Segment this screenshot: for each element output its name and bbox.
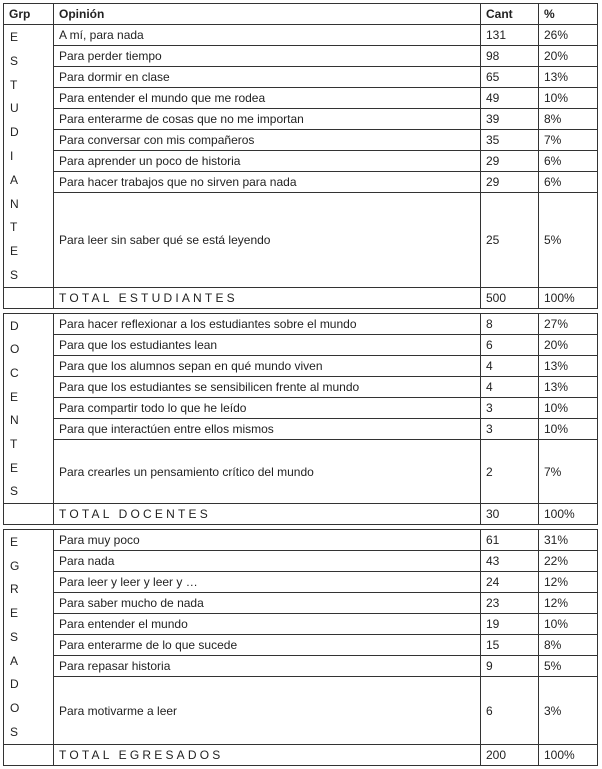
opinion-cell: Para que los alumnos sepan en qué mundo viven <box>54 356 481 377</box>
cant-cell: 23 <box>481 593 539 614</box>
cant-cell: 3 <box>481 398 539 419</box>
pct-cell: 5% <box>539 193 598 288</box>
group-letter: S <box>10 268 19 283</box>
opinion-cell: Para motivarme a leer <box>54 677 481 745</box>
table-row <box>4 67 598 88</box>
table-row <box>4 335 598 356</box>
opinion-table <box>3 3 597 766</box>
table-row <box>4 314 598 335</box>
pct-cell: 10% <box>539 398 598 419</box>
group-letter: I <box>10 148 14 163</box>
cant-cell: 29 <box>481 172 539 193</box>
total-row <box>4 504 598 525</box>
group-letter: N <box>10 196 19 211</box>
empty-cell <box>4 745 54 766</box>
cant-cell: 6 <box>481 335 539 356</box>
cant-cell: 39 <box>481 109 539 130</box>
pct-cell: 20% <box>539 46 598 67</box>
pct-cell: 8% <box>539 635 598 656</box>
table-row <box>4 172 598 193</box>
cant-cell: 9 <box>481 656 539 677</box>
pct-cell: 10% <box>539 614 598 635</box>
group-letter: C <box>10 366 19 381</box>
pct-cell: 12% <box>539 593 598 614</box>
empty-cell <box>4 288 54 309</box>
cant-cell: 4 <box>481 356 539 377</box>
group-letter: S <box>10 484 19 499</box>
total-cant: 200 <box>481 745 539 766</box>
group-letter: T <box>10 77 18 92</box>
table-row <box>4 109 598 130</box>
group-letter: N <box>10 413 19 428</box>
opinion-cell: Para conversar con mis compañeros <box>54 130 481 151</box>
pct-cell: 6% <box>539 172 598 193</box>
pct-cell: 13% <box>539 67 598 88</box>
group-letter: D <box>10 125 19 140</box>
opinion-cell: Para nada <box>54 551 481 572</box>
pct-cell: 22% <box>539 551 598 572</box>
cant-cell: 61 <box>481 530 539 551</box>
grp-header: Grp <box>4 4 54 25</box>
opinion-cell: Para aprender un poco de historia <box>54 151 481 172</box>
total-row <box>4 745 598 766</box>
group-letter: D <box>10 677 19 692</box>
pct-cell: 26% <box>539 25 598 46</box>
cant-cell: 131 <box>481 25 539 46</box>
cant-cell: 6 <box>481 677 539 745</box>
pct-cell: 10% <box>539 419 598 440</box>
group-letters <box>4 530 53 744</box>
pct-header: % <box>539 4 598 25</box>
table-row <box>4 130 598 151</box>
total-row <box>4 288 598 309</box>
total-label: TOTAL DOCENTES <box>54 504 481 525</box>
table-row <box>4 614 598 635</box>
cant-cell: 49 <box>481 88 539 109</box>
group-label-cell <box>4 314 54 504</box>
group-letters <box>4 314 53 503</box>
group-letter: O <box>10 342 20 357</box>
group-letter: T <box>10 436 18 451</box>
opinion-cell: Para leer y leer y leer y … <box>54 572 481 593</box>
opinion-header: Opinión <box>54 4 481 25</box>
group-table <box>3 529 598 766</box>
table-row <box>4 593 598 614</box>
table-row <box>4 46 598 67</box>
group-letter: R <box>10 582 19 597</box>
group-label-cell <box>4 25 54 288</box>
opinion-cell: Para hacer trabajos que no sirven para nada <box>54 172 481 193</box>
pct-cell: 10% <box>539 88 598 109</box>
opinion-cell: A mí, para nada <box>54 25 481 46</box>
table-row <box>4 25 598 46</box>
group-letter: A <box>10 653 19 668</box>
table-row <box>4 530 598 551</box>
cant-cell: 65 <box>481 67 539 88</box>
table-row <box>4 677 598 745</box>
total-pct: 100% <box>539 745 598 766</box>
opinion-cell: Para hacer reflexionar a los estudiantes sobre el mundo <box>54 314 481 335</box>
cant-cell: 29 <box>481 151 539 172</box>
pct-cell: 5% <box>539 656 598 677</box>
opinion-cell: Para entender el mundo <box>54 614 481 635</box>
group-letter: S <box>10 629 19 644</box>
opinion-cell: Para crearles un pensamiento crítico del mundo <box>54 440 481 504</box>
opinion-cell: Para que los estudiantes se sensibilicen frente al mundo <box>54 377 481 398</box>
total-pct: 100% <box>539 504 598 525</box>
pct-cell: 8% <box>539 109 598 130</box>
opinion-cell: Para enterarme de cosas que no me importan <box>54 109 481 130</box>
table-row <box>4 635 598 656</box>
pct-cell: 7% <box>539 130 598 151</box>
opinion-cell: Para entender el mundo que me rodea <box>54 88 481 109</box>
group-letter: S <box>10 53 19 68</box>
table-row <box>4 656 598 677</box>
cant-cell: 35 <box>481 130 539 151</box>
cant-cell: 24 <box>481 572 539 593</box>
group-letter: U <box>10 101 19 116</box>
pct-cell: 13% <box>539 377 598 398</box>
group-letter: O <box>10 701 20 716</box>
opinion-cell: Para dormir en clase <box>54 67 481 88</box>
table-row <box>4 356 598 377</box>
group-letter: D <box>10 318 19 333</box>
pct-cell: 12% <box>539 572 598 593</box>
group-letter: G <box>10 558 20 573</box>
cant-cell: 98 <box>481 46 539 67</box>
table-row <box>4 151 598 172</box>
group-letter: T <box>10 220 18 235</box>
cant-cell: 4 <box>481 377 539 398</box>
total-label: TOTAL EGRESADOS <box>54 745 481 766</box>
table-row <box>4 551 598 572</box>
empty-cell <box>4 504 54 525</box>
cant-cell: 19 <box>481 614 539 635</box>
group-letter: A <box>10 172 19 187</box>
table-row <box>4 193 598 288</box>
group-letter: S <box>10 725 19 739</box>
opinion-cell: Para enterarme de lo que sucede <box>54 635 481 656</box>
pct-cell: 20% <box>539 335 598 356</box>
group-table <box>3 313 598 525</box>
table-row <box>4 398 598 419</box>
cant-cell: 25 <box>481 193 539 288</box>
cant-cell: 3 <box>481 419 539 440</box>
cant-cell: 8 <box>481 314 539 335</box>
opinion-cell: Para repasar historia <box>54 656 481 677</box>
table-row <box>4 377 598 398</box>
pct-cell: 7% <box>539 440 598 504</box>
opinion-cell: Para que los estudiantes lean <box>54 335 481 356</box>
header-row <box>4 4 598 25</box>
total-cant: 500 <box>481 288 539 309</box>
opinion-cell: Para que interactúen entre ellos mismos <box>54 419 481 440</box>
table-row <box>4 572 598 593</box>
table-row <box>4 88 598 109</box>
total-cant: 30 <box>481 504 539 525</box>
group-letter: E <box>10 534 19 549</box>
pct-cell: 3% <box>539 677 598 745</box>
group-letter: E <box>10 244 19 259</box>
cant-cell: 43 <box>481 551 539 572</box>
group-label-cell <box>4 530 54 745</box>
opinion-cell: Para muy poco <box>54 530 481 551</box>
cant-cell: 2 <box>481 440 539 504</box>
opinion-cell: Para saber mucho de nada <box>54 593 481 614</box>
pct-cell: 6% <box>539 151 598 172</box>
opinion-cell: Para perder tiempo <box>54 46 481 67</box>
group-letters <box>4 25 53 287</box>
cant-header: Cant <box>481 4 539 25</box>
total-label: TOTAL ESTUDIANTES <box>54 288 481 309</box>
pct-cell: 27% <box>539 314 598 335</box>
group-table <box>3 3 598 309</box>
opinion-cell: Para leer sin saber qué se está leyendo <box>54 193 481 288</box>
group-letter: E <box>10 29 19 44</box>
table-row <box>4 440 598 504</box>
opinion-cell: Para compartir todo lo que he leído <box>54 398 481 419</box>
table-row <box>4 419 598 440</box>
total-pct: 100% <box>539 288 598 309</box>
group-letter: E <box>10 460 19 475</box>
pct-cell: 31% <box>539 530 598 551</box>
group-letter: E <box>10 606 19 621</box>
cant-cell: 15 <box>481 635 539 656</box>
group-letter: E <box>10 389 19 404</box>
pct-cell: 13% <box>539 356 598 377</box>
